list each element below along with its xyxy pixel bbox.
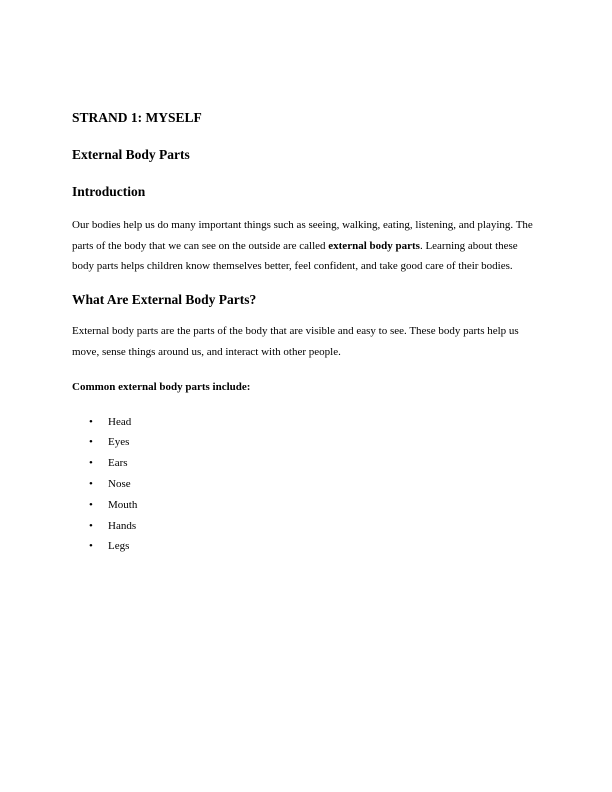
list-heading: Common external body parts include: [72, 380, 251, 393]
strand-heading: STRAND 1: MYSELF [72, 110, 202, 125]
list-item [72, 453, 540, 474]
what-are-paragraph: External body parts are the parts of the body that are visible and easy to see. These body parts help us move, sense things around us, and interact with other people. [72, 325, 519, 358]
what-are-heading: What Are External Body Parts? [72, 292, 257, 308]
list-item-label: Legs [108, 540, 130, 553]
bullet-icon: • [89, 415, 93, 428]
bullet-icon: • [89, 519, 93, 532]
document-content [72, 110, 540, 557]
list-item-label: Hands [108, 519, 137, 532]
list-item-label: Head [108, 415, 132, 428]
list-item-label: Eyes [108, 436, 130, 449]
bullet-icon: • [89, 498, 93, 511]
page-title: External Body Parts [72, 147, 190, 162]
bullet-icon: • [89, 457, 93, 470]
bullet-icon: • [89, 540, 93, 553]
list-item-label: Mouth [108, 498, 138, 511]
introduction-paragraph [72, 215, 540, 277]
list-item-label: Ears [108, 457, 128, 470]
list-item [72, 516, 540, 537]
body-parts-list [72, 412, 540, 558]
list-item [72, 474, 540, 495]
list-item [72, 432, 540, 453]
introduction-heading: Introduction [72, 184, 146, 199]
introduction-bold-term: external body parts [328, 239, 420, 252]
list-item [72, 495, 540, 516]
list-item [72, 412, 540, 433]
list-item-label: Nose [108, 477, 131, 490]
list-item [72, 536, 540, 557]
introduction-text-end: . Learning about these body parts helps children know themselves better, feel confident, and take good care of their bodies. [72, 239, 518, 273]
introduction-text-start: Our bodies help us do many important things such as seeing, walking, eating, listening, and playing. The parts of the body that we can see on the outside are called [72, 219, 533, 252]
bullet-icon: • [89, 436, 93, 449]
bullet-icon: • [89, 477, 93, 490]
